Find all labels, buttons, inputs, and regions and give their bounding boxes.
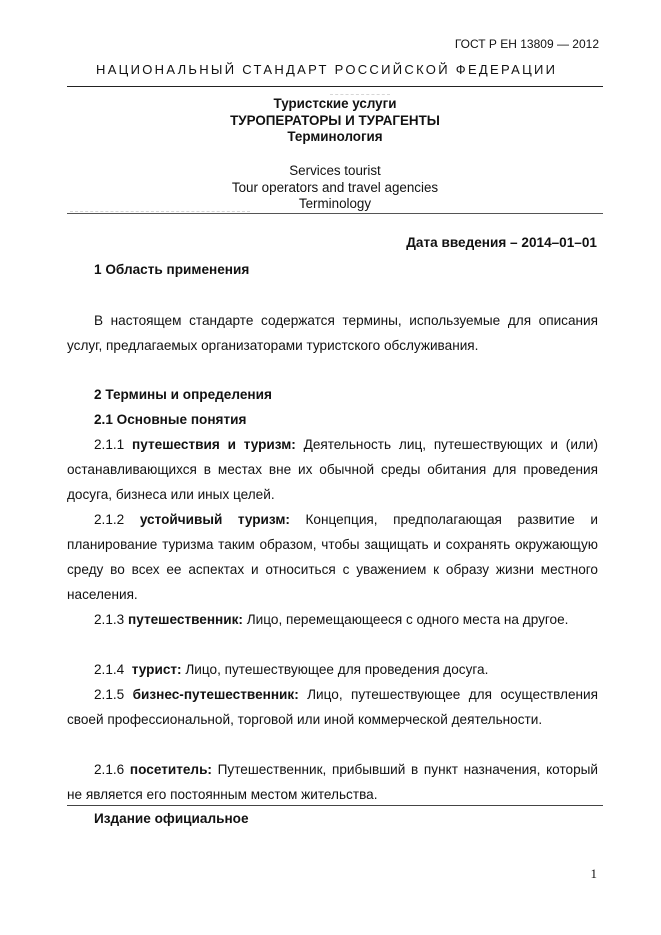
title-ru-line-1: Туристские услуги	[273, 96, 397, 111]
term-name: турист:	[131, 662, 182, 677]
term-name: путешественник:	[128, 612, 243, 627]
document-title-block	[67, 96, 603, 146]
term-entry	[67, 607, 598, 632]
section-2-1-subheading: 2.1 Основные понятия	[94, 412, 247, 427]
official-edition-label: Издание официальное	[94, 811, 249, 826]
section-1-text: В настоящем стандарте содержатся термины, используемые для описания услуг, предлагаемых организаторами туристского обслуживания.	[67, 313, 598, 353]
introduction-date: Дата введения – 2014–01–01	[406, 235, 597, 250]
term-entry	[67, 507, 598, 607]
term-definition: Лицо, перемещающееся с одного места на другое.	[246, 612, 569, 627]
term-definition: Лицо, путешествующее для проведения досуга.	[185, 662, 489, 677]
term-name: бизнес-путешественник:	[132, 687, 299, 702]
title-divider	[67, 213, 603, 214]
term-definition: Лицо, путешествующее для осуществления своей профессиональной, торговой или иной коммерческой деятельности.	[67, 687, 598, 727]
term-name: посетитель:	[129, 762, 212, 777]
term-definition: Путешественник, прибывший в пункт назначения, который не является его постоянным местом жительства.	[67, 762, 598, 802]
title-ru-line-2: ТУРОПЕРАТОРЫ И ТУРАГЕНТЫ	[230, 112, 440, 128]
document-title-en-block	[67, 163, 603, 213]
title-en-line-1: Services tourist	[289, 163, 381, 178]
term-name: путешествия и туризм:	[132, 437, 296, 452]
header-divider	[67, 86, 603, 87]
term-entry	[67, 432, 598, 507]
term-entry	[67, 657, 598, 682]
term-entry	[67, 682, 598, 732]
title-ru-line-3: Терминология	[287, 129, 383, 144]
term-number: 2.1.3	[94, 612, 125, 627]
term-number: 2.1.4	[94, 662, 125, 677]
term-number: 2.1.2	[94, 512, 125, 527]
title-en-line-2: Tour operators and travel agencies	[231, 179, 439, 195]
term-name: устойчивый туризм:	[139, 512, 290, 527]
faint-scan-artifact	[70, 211, 250, 212]
title-en-line-3: Terminology	[298, 196, 372, 211]
document-code: ГОСТ Р ЕН 13809 — 2012	[454, 37, 599, 51]
term-definition: Концепция, предполагающая развитие и планирование туризма таким образом, чтобы защищать и сохранять окружающую среду во всех ее аспектах и относиться с уважением к образу жизни местного населения.	[67, 512, 599, 602]
faint-scan-artifact	[330, 94, 390, 95]
term-entry	[67, 757, 598, 807]
term-number: 2.1.5	[94, 687, 125, 702]
term-definition: Деятельность лиц, путешествующих и (или) останавливающихся в местах вне их обычной среды обитания для проведения досуга, бизнеса или иных целей.	[67, 437, 598, 502]
page-number: 1	[590, 866, 597, 881]
section-2-heading: 2 Термины и определения	[94, 387, 272, 402]
term-number: 2.1.1	[94, 437, 125, 452]
term-number: 2.1.6	[94, 762, 125, 777]
section-1-heading: 1 Область применения	[94, 262, 250, 277]
national-standard-title: НАЦИОНАЛЬНЫЙ СТАНДАРТ РОССИЙСКОЙ ФЕДЕРАЦИИ	[96, 62, 558, 77]
